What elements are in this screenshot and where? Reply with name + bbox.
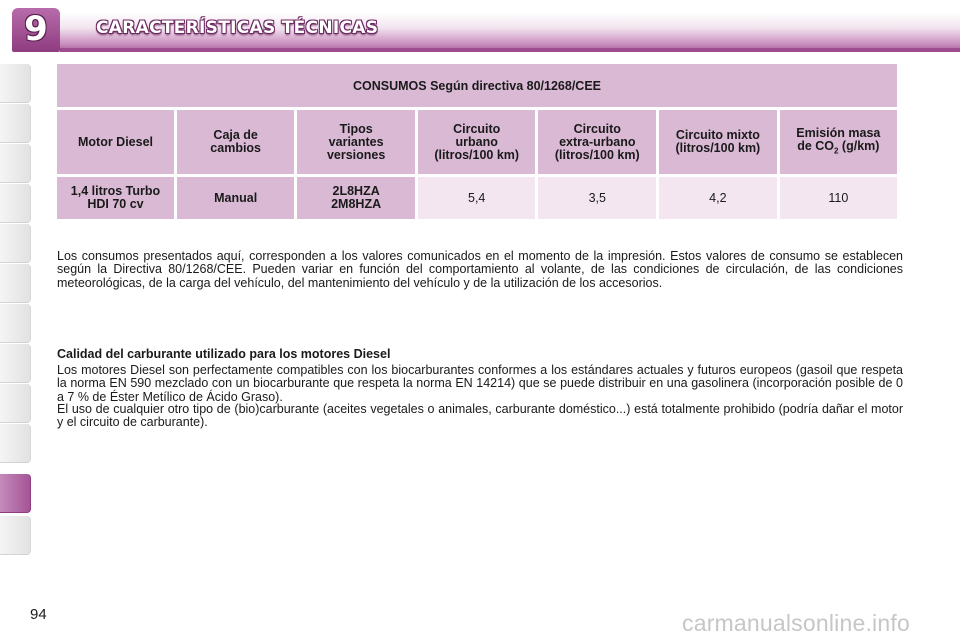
header-extra-urban: Circuito extra-urbano (litros/100 km) <box>538 110 656 174</box>
fuel-quality-title: Calidad del carburante utilizado para los motores Diesel <box>57 347 391 361</box>
cell-type: 2L8HZA 2M8HZA <box>297 177 415 219</box>
side-tab[interactable] <box>0 304 31 343</box>
side-tab[interactable] <box>0 384 31 423</box>
header-mixed: Circuito mixto (litros/100 km) <box>659 110 777 174</box>
cell-mixed: 4,2 <box>659 177 777 219</box>
cell-co2: 110 <box>780 177 897 219</box>
side-tab[interactable] <box>0 424 31 463</box>
chapter-number: 9 <box>24 9 48 49</box>
page-number: 94 <box>30 606 47 623</box>
cell-urban: 5,4 <box>418 177 536 219</box>
side-tab[interactable] <box>0 264 31 303</box>
cell-extra-urban: 3,5 <box>538 177 656 219</box>
page-title: CARACTERÍSTICAS TÉCNICAS <box>96 18 379 38</box>
side-tab-active[interactable] <box>0 474 31 513</box>
cell-engine: 1,4 litros Turbo HDI 70 cv <box>57 177 174 219</box>
side-tab[interactable] <box>0 144 31 183</box>
side-tab[interactable] <box>0 184 31 223</box>
side-tab[interactable] <box>0 104 31 143</box>
header-types: Tipos variantes versiones <box>297 110 415 174</box>
consumption-note: Los consumos presentados aquí, corresponden a los valores comunicados en el momento de la impresión. Estos valores de consumo se establecen según la Directiva 80/1268/CEE. Pueden variar en función del comportamiento al volante, de las condiciones de circulación, de las condiciones meteorológicas, de la carga del vehículo, del mantenimiento del vehículo y de la utilización de los accesorios. <box>57 249 903 290</box>
prohibited-fuel-paragraph: El uso de cualquier otro tipo de (bio)carburante (aceites vegetales o animales, carburante doméstico...) está totalmente prohibido (podría dañar el motor y el circuito de carburante). <box>57 402 903 430</box>
side-tab[interactable] <box>0 224 31 263</box>
header-co2: Emisión masa de $CO_2$ (g/km) <box>780 110 897 174</box>
side-tab[interactable] <box>0 64 31 103</box>
watermark: carmanualsonline.info <box>682 610 910 636</box>
table-header-row <box>57 110 897 174</box>
header-engine: Motor Diesel <box>57 110 174 174</box>
table-row <box>57 177 897 219</box>
header-gearbox: Caja de cambios <box>177 110 294 174</box>
biofuel-paragraph: Los motores Diesel son perfectamente compatibles con los biocarburantes conformes a los estándares actuales y futuros europeos (gasoil que respeta la norma EN 590 mezclado con un biocarburante que respeta la norma EN 14214) que se puede distribuir en una gasolinera (incorporación posible de 0 a 7 % de Éster Metílico de Ácido Graso). <box>57 363 903 404</box>
header-underline <box>60 48 960 52</box>
chapter-side-tabs <box>0 64 34 574</box>
header-urban: Circuito urbano (litros/100 km) <box>418 110 536 174</box>
cell-gearbox: Manual <box>177 177 294 219</box>
page-header <box>0 0 960 56</box>
side-tab[interactable] <box>0 344 31 383</box>
side-tab[interactable] <box>0 516 31 555</box>
consumption-table <box>54 61 900 222</box>
table-title: CONSUMOS Según directiva 80/1268/CEE <box>57 64 897 107</box>
